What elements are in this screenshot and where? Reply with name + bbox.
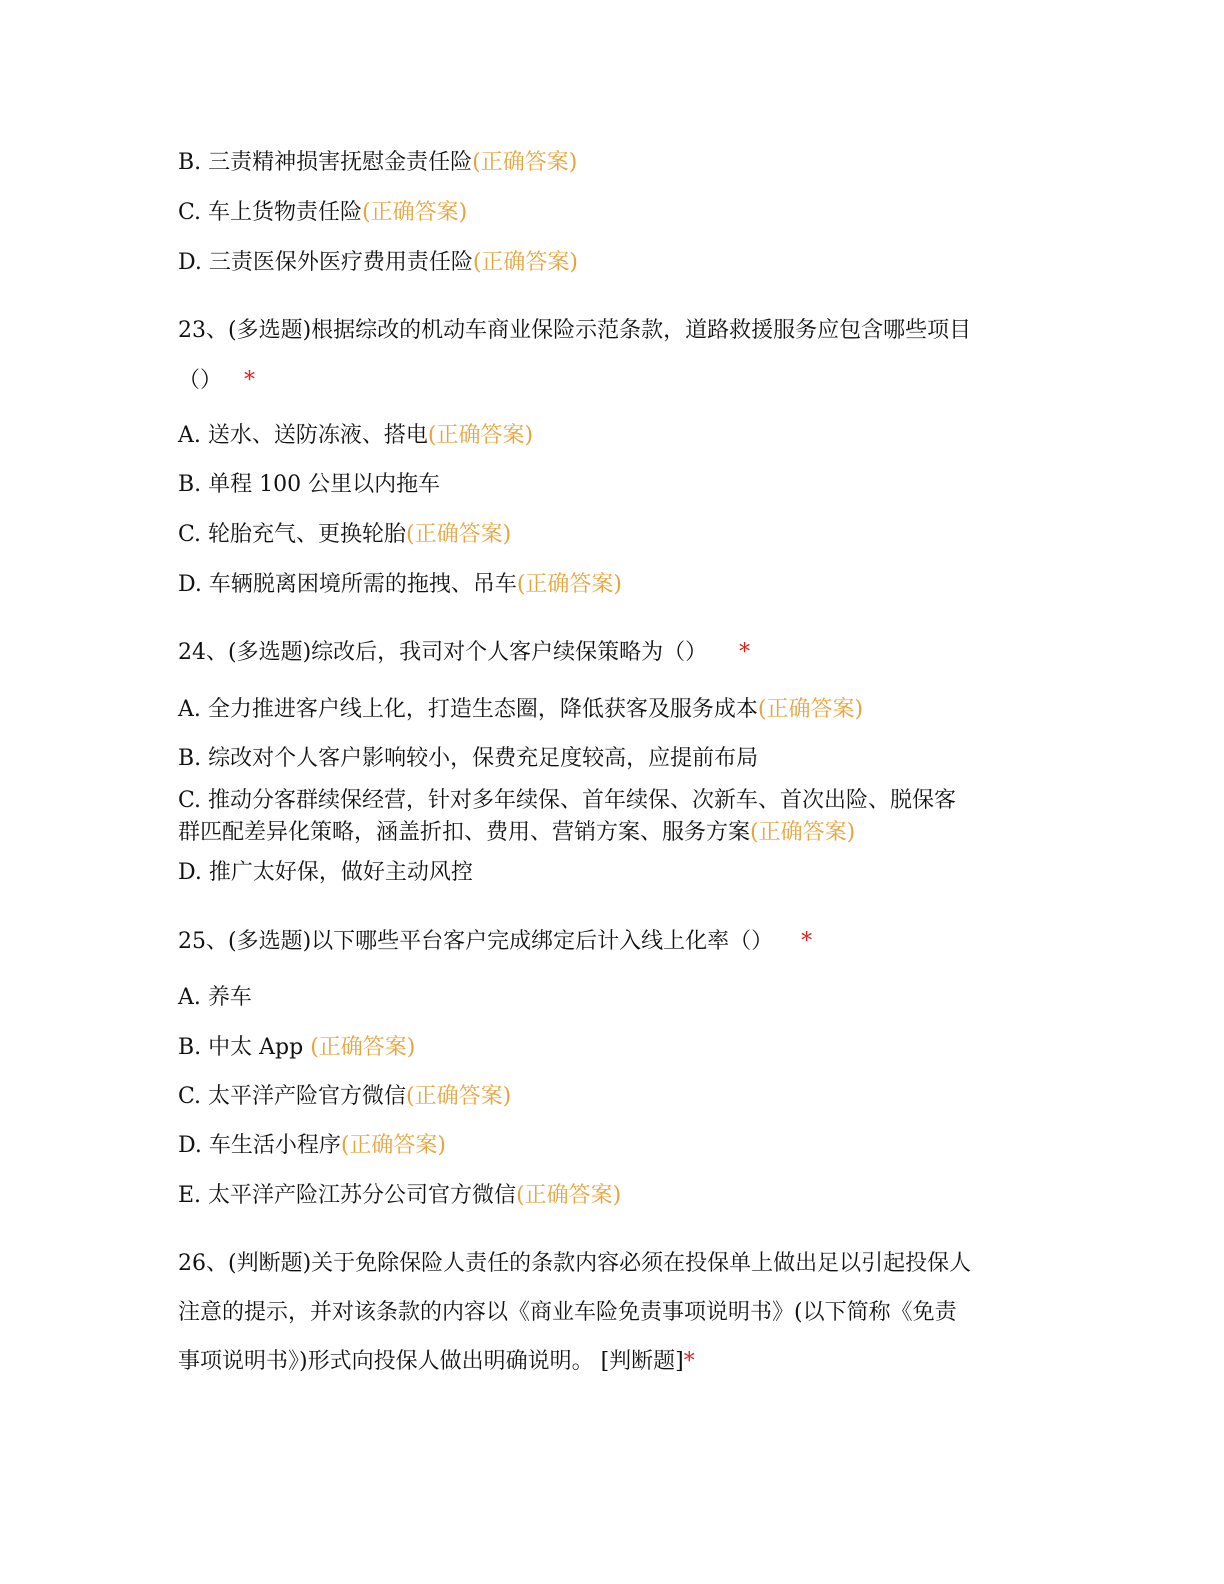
- option-line: C. 轮胎充气、更换轮胎(正确答案): [178, 522, 512, 547]
- correct-answer-tag: (正确答案): [472, 150, 578, 175]
- required-mark: *: [801, 929, 813, 954]
- correct-answer-tag: (正确答案): [516, 1183, 622, 1208]
- correct-answer-tag: (正确答案): [340, 1133, 447, 1158]
- question-25-title: 25、(多选题)以下哪些平台客户完成绑定后计入线上化率（） *: [178, 929, 813, 954]
- correct-answer-tag: (正确答案): [406, 522, 512, 547]
- correct-answer-tag: (正确答案): [516, 572, 623, 597]
- option-line: A. 全力推进客户线上化，打造生态圈，降低获客及服务成本(正确答案): [178, 697, 864, 722]
- option-line-cont: 群匹配差异化策略，涵盖折扣、费用、营销方案、服务方案(正确答案): [178, 820, 856, 845]
- option-line: C. 太平洋产险官方微信(正确答案): [178, 1084, 512, 1109]
- option-line: A. 养车: [178, 985, 252, 1010]
- correct-answer-tag: (正确答案): [406, 1084, 512, 1109]
- question-24-title: 24、(多选题)综改后，我司对个人客户续保策略为（） *: [178, 640, 751, 665]
- option-line: D. 三责医保外医疗费用责任险(正确答案): [178, 250, 579, 275]
- option-line: B. 中太 App (正确答案): [178, 1035, 416, 1060]
- required-mark: *: [683, 1349, 695, 1374]
- question-26-title-cont: 注意的提示，并对该条款的内容以《商业车险免责事项说明书》(以下简称《免责: [178, 1300, 957, 1325]
- question-23-title: 23、(多选题)根据综改的机动车商业保险示范条款，道路救援服务应包含哪些项目: [178, 318, 972, 343]
- option-line: B. 三责精神损害抚慰金责任险(正确答案): [178, 150, 578, 175]
- option-line: D. 车生活小程序(正确答案): [178, 1133, 447, 1158]
- option-line: D. 车辆脱离困境所需的拖拽、吊车(正确答案): [178, 572, 623, 597]
- option-line: C. 车上货物责任险(正确答案): [178, 200, 468, 225]
- option-line: B. 综改对个人客户影响较小，保费充足度较高，应提前布局: [178, 746, 759, 771]
- question-23-title-cont: （） *: [178, 368, 256, 393]
- option-line: C. 推动分客群续保经营，针对多年续保、首年续保、次新车、首次出险、脱保客: [178, 788, 957, 813]
- correct-answer-tag: (正确答案): [750, 820, 856, 845]
- correct-answer-tag: (正确答案): [472, 250, 579, 275]
- correct-answer-tag: (正确答案): [427, 423, 534, 448]
- correct-answer-tag: (正确答案): [310, 1035, 416, 1060]
- correct-answer-tag: (正确答案): [362, 200, 468, 225]
- required-mark: *: [244, 368, 256, 393]
- question-26-title-cont: 事项说明书》)形式向投保人做出明确说明。 [判断题]*: [178, 1349, 695, 1374]
- correct-answer-tag: (正确答案): [757, 697, 864, 722]
- option-line: A. 送水、送防冻液、搭电(正确答案): [178, 423, 534, 448]
- option-line: E. 太平洋产险江苏分公司官方微信(正确答案): [178, 1183, 622, 1208]
- option-line: B. 单程 100 公里以内拖车: [178, 472, 441, 497]
- question-26-title: 26、(判断题)关于免除保险人责任的条款内容必须在投保单上做出足以引起投保人: [178, 1251, 972, 1276]
- required-mark: *: [739, 640, 751, 665]
- option-line: D. 推广太好保，做好主动风控: [178, 860, 473, 885]
